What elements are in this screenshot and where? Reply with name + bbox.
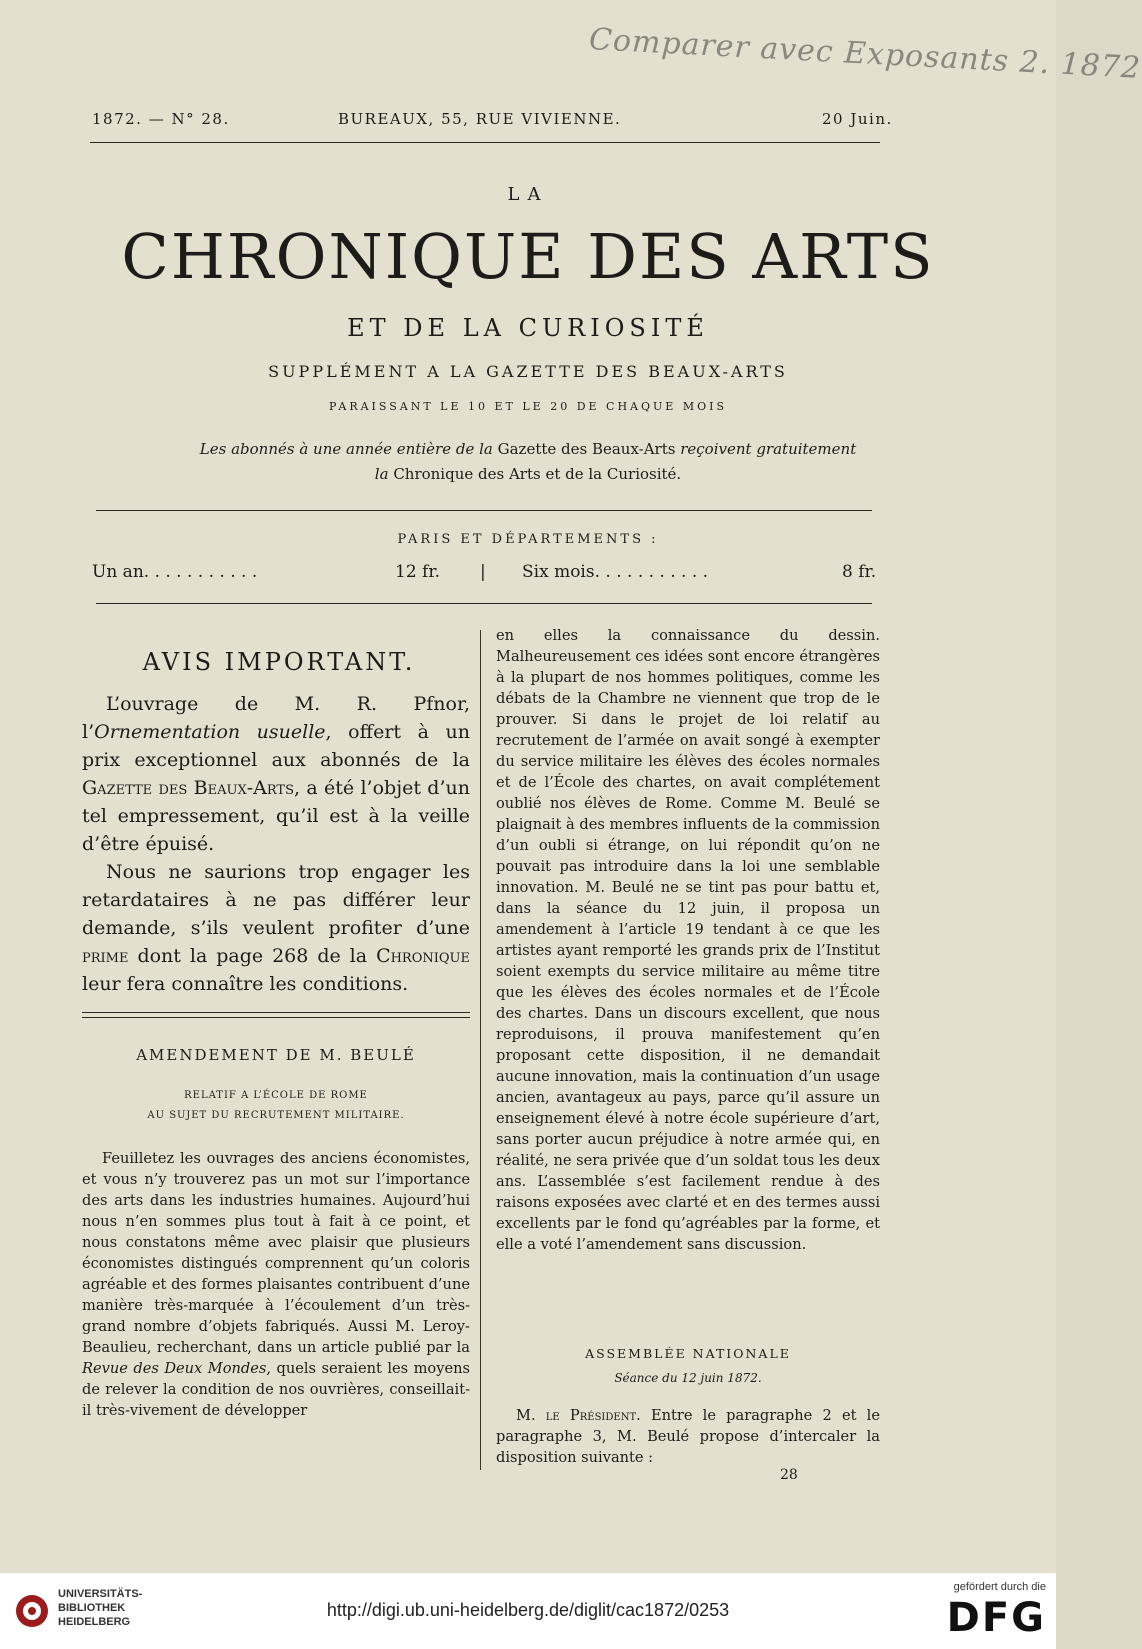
avis-paragraph-2: Nous ne saurions trop engager les retardataires à ne pas différer leur demande, s’ils veulent profiter d’une prime dont la page 268 de la Chronique leur fera connaître les conditions.: [82, 861, 470, 995]
subscription-rule: [96, 603, 872, 604]
avis-title: AVIS IMPORTANT.: [142, 648, 416, 676]
notice-text: Les abonnés à une année entière de la: [199, 440, 498, 458]
dfg-logo: DFG: [946, 1595, 1046, 1641]
semester-label: Six mois. . . . . . . . . . .: [522, 562, 709, 582]
masthead-title: CHRONIQUE DES ARTS: [121, 220, 935, 293]
amendement-title: AMENDEMENT DE M. BEULÉ: [136, 1046, 416, 1064]
funding-label: gefördert durch die: [953, 1581, 1046, 1593]
subscription-heading: PARIS ET DÉPARTEMENTS :: [397, 532, 659, 547]
masthead-rule: [96, 510, 872, 511]
library-line-2: BIBLIOTHEK: [58, 1602, 126, 1614]
seance-date: Séance du 12 juin 1872.: [614, 1371, 762, 1385]
amendement-subtitle-2: AU SUJET DU RECRUTEMENT MILITAIRE.: [147, 1110, 405, 1121]
bureaux-address: BUREAUX, 55, RUE VIVIENNE.: [338, 110, 622, 128]
column-divider: [480, 630, 481, 1470]
source-url-link[interactable]: http://digi.ub.uni-heidelberg.de/diglit/cac1872/0253: [326, 1600, 730, 1620]
president-paragraph: M. le Président. Entre le paragraphe 2 et le paragraphe 3, M. Beulé propose d’intercaler la disposition suivante :: [496, 1407, 880, 1466]
gazette-name: Gazette des Beaux-Arts: [82, 777, 294, 799]
amendement-right-column: [496, 625, 880, 1255]
avis-paragraph-1: L’ouvrage de M. R. Pfnor, l’Ornementation usuelle, offert à un prix exceptionnel aux abonnés de la Gazette des Beaux-Arts, a été l’objet d’un tel empressement, qu’il est à la veille d’être épuisé.: [82, 693, 470, 855]
president-label: M. le Président.: [516, 1407, 641, 1424]
handwritten-annotation: Comparer avec Exposants 2. 1872: [588, 22, 1142, 86]
issue-number: 1872. — N° 28.: [92, 110, 230, 128]
issue-date: 20 Juin.: [822, 110, 893, 128]
notice-gazette: Gazette des Beaux-Arts: [497, 440, 676, 458]
ornementation-title: Ornementation usuelle: [94, 721, 326, 743]
masthead-subtitle: ET DE LA CURIOSITÉ: [347, 314, 709, 342]
frequency-line: PARAISSANT LE 10 ET LE 20 DE CHAQUE MOIS: [329, 400, 727, 413]
supplement-text: SUPPLÉMENT A LA GAZETTE DES BEAUX-ARTS: [268, 362, 788, 381]
masthead-la: LA: [507, 184, 549, 205]
page-number: 28: [780, 1467, 798, 1483]
subscriber-notice-line2: [0, 465, 1056, 483]
avis-body: [82, 690, 470, 998]
digitization-footer: [0, 1573, 1056, 1649]
prime-word: prime: [82, 945, 129, 967]
revue-title: Revue des Deux Mondes: [82, 1360, 267, 1377]
president-statement: [496, 1405, 880, 1468]
library-line-1: UNIVERSITÄTS-: [58, 1588, 143, 1600]
chronique-name: Chronique: [376, 945, 470, 967]
amendement-left-column: [82, 1148, 470, 1421]
supplement-line: [0, 362, 1056, 381]
amendement-subtitle-1: RELATIF A L’ÉCOLE DE ROME: [184, 1090, 368, 1101]
notice-chronique: Chronique des Arts et de la Curiosité.: [393, 465, 682, 483]
semester-price: 8 fr.: [842, 562, 877, 582]
library-line-3: HEIDELBERG: [58, 1616, 131, 1628]
notice-text: la: [374, 465, 394, 483]
annual-label: Un an. . . . . . . . . . .: [92, 562, 258, 582]
price-separator: |: [480, 562, 486, 582]
notice-text: reçoivent gratuitement: [675, 440, 857, 458]
amendement-paragraph: Feuilletez les ouvrages des anciens économistes, et vous n’y trouverez pas un mot sur l’importance des arts dans les industries humaines. Aujourd’hui nous n’en sommes plus tout à fait à ce point, et nous constatons même avec plaisir que plusieurs économistes distingués comprennent qu’un coloris agréable et des formes plaisantes contribuent d’une manière très-marquée à l’écoulement d’un très-grand nombre d’objets fabriqués. Aussi M. Leroy-Beaulieu, recherchant, dans un article publié par la Revue des Deux Mondes, quels seraient les moyens de relever la condition de nos ouvrières, conseillait-il très-vivement de développer: [82, 1150, 470, 1419]
amendement-continuation: en elles la connaissance du dessin. Malheureusement ces idées sont encore étrangères à la plupart de nos hommes politiques, comme les débats de la Chambre ne viennent que trop de le prouver. Si dans le projet de loi relatif au recrutement de l’armée on avait songé à exempter du service militaire les élèves des écoles normales et de l’École des chartes, on avait complétement oublié nos élèves de Rome. Comme M. Beulé se plaignait à des membres influents de la commission d’un oubli si étrange, on lui répondit qu’on ne pouvait pas introduire dans la loi une semblable innovation. M. Beulé ne se tint pas pour battu et, dans la séance du 12 juin, il proposa un amendement à l’article 19 tendant à ce que les artistes ayant remporté les grands prix de l’Institut soient exempts du service militaire au même titre que les élèves des écoles normales et de l’École des chartes. Dans un discours excellent, que nous reproduisons, il prouva manifestement qu’en proposant cette disposition, il ne demandait aucune innovation, mais la continuation d’un usage ancien, avantageux au pays, parce qu’il assure un enseignement élevé à notre école supérieure d’art, sans porter aucun préjudice à notre armée qui, en réalité, ne sera privée que d’un soldat tous les deux ans. L’assemblée s’est facilement rendue à des raisons exposées avec clarté et en des termes aussi excellents par le fond qu’agréables par la forme, et elle a voté l’amendement sans discussion.: [496, 627, 880, 1253]
assemblee-title: ASSEMBLÉE NATIONALE: [585, 1346, 791, 1361]
avis-rule-bottom: [82, 1017, 470, 1018]
header-rule: [90, 142, 880, 143]
avis-rule-top: [82, 1012, 470, 1013]
subscriber-notice-line1: [0, 440, 1056, 458]
annual-price: 12 fr.: [395, 562, 440, 582]
